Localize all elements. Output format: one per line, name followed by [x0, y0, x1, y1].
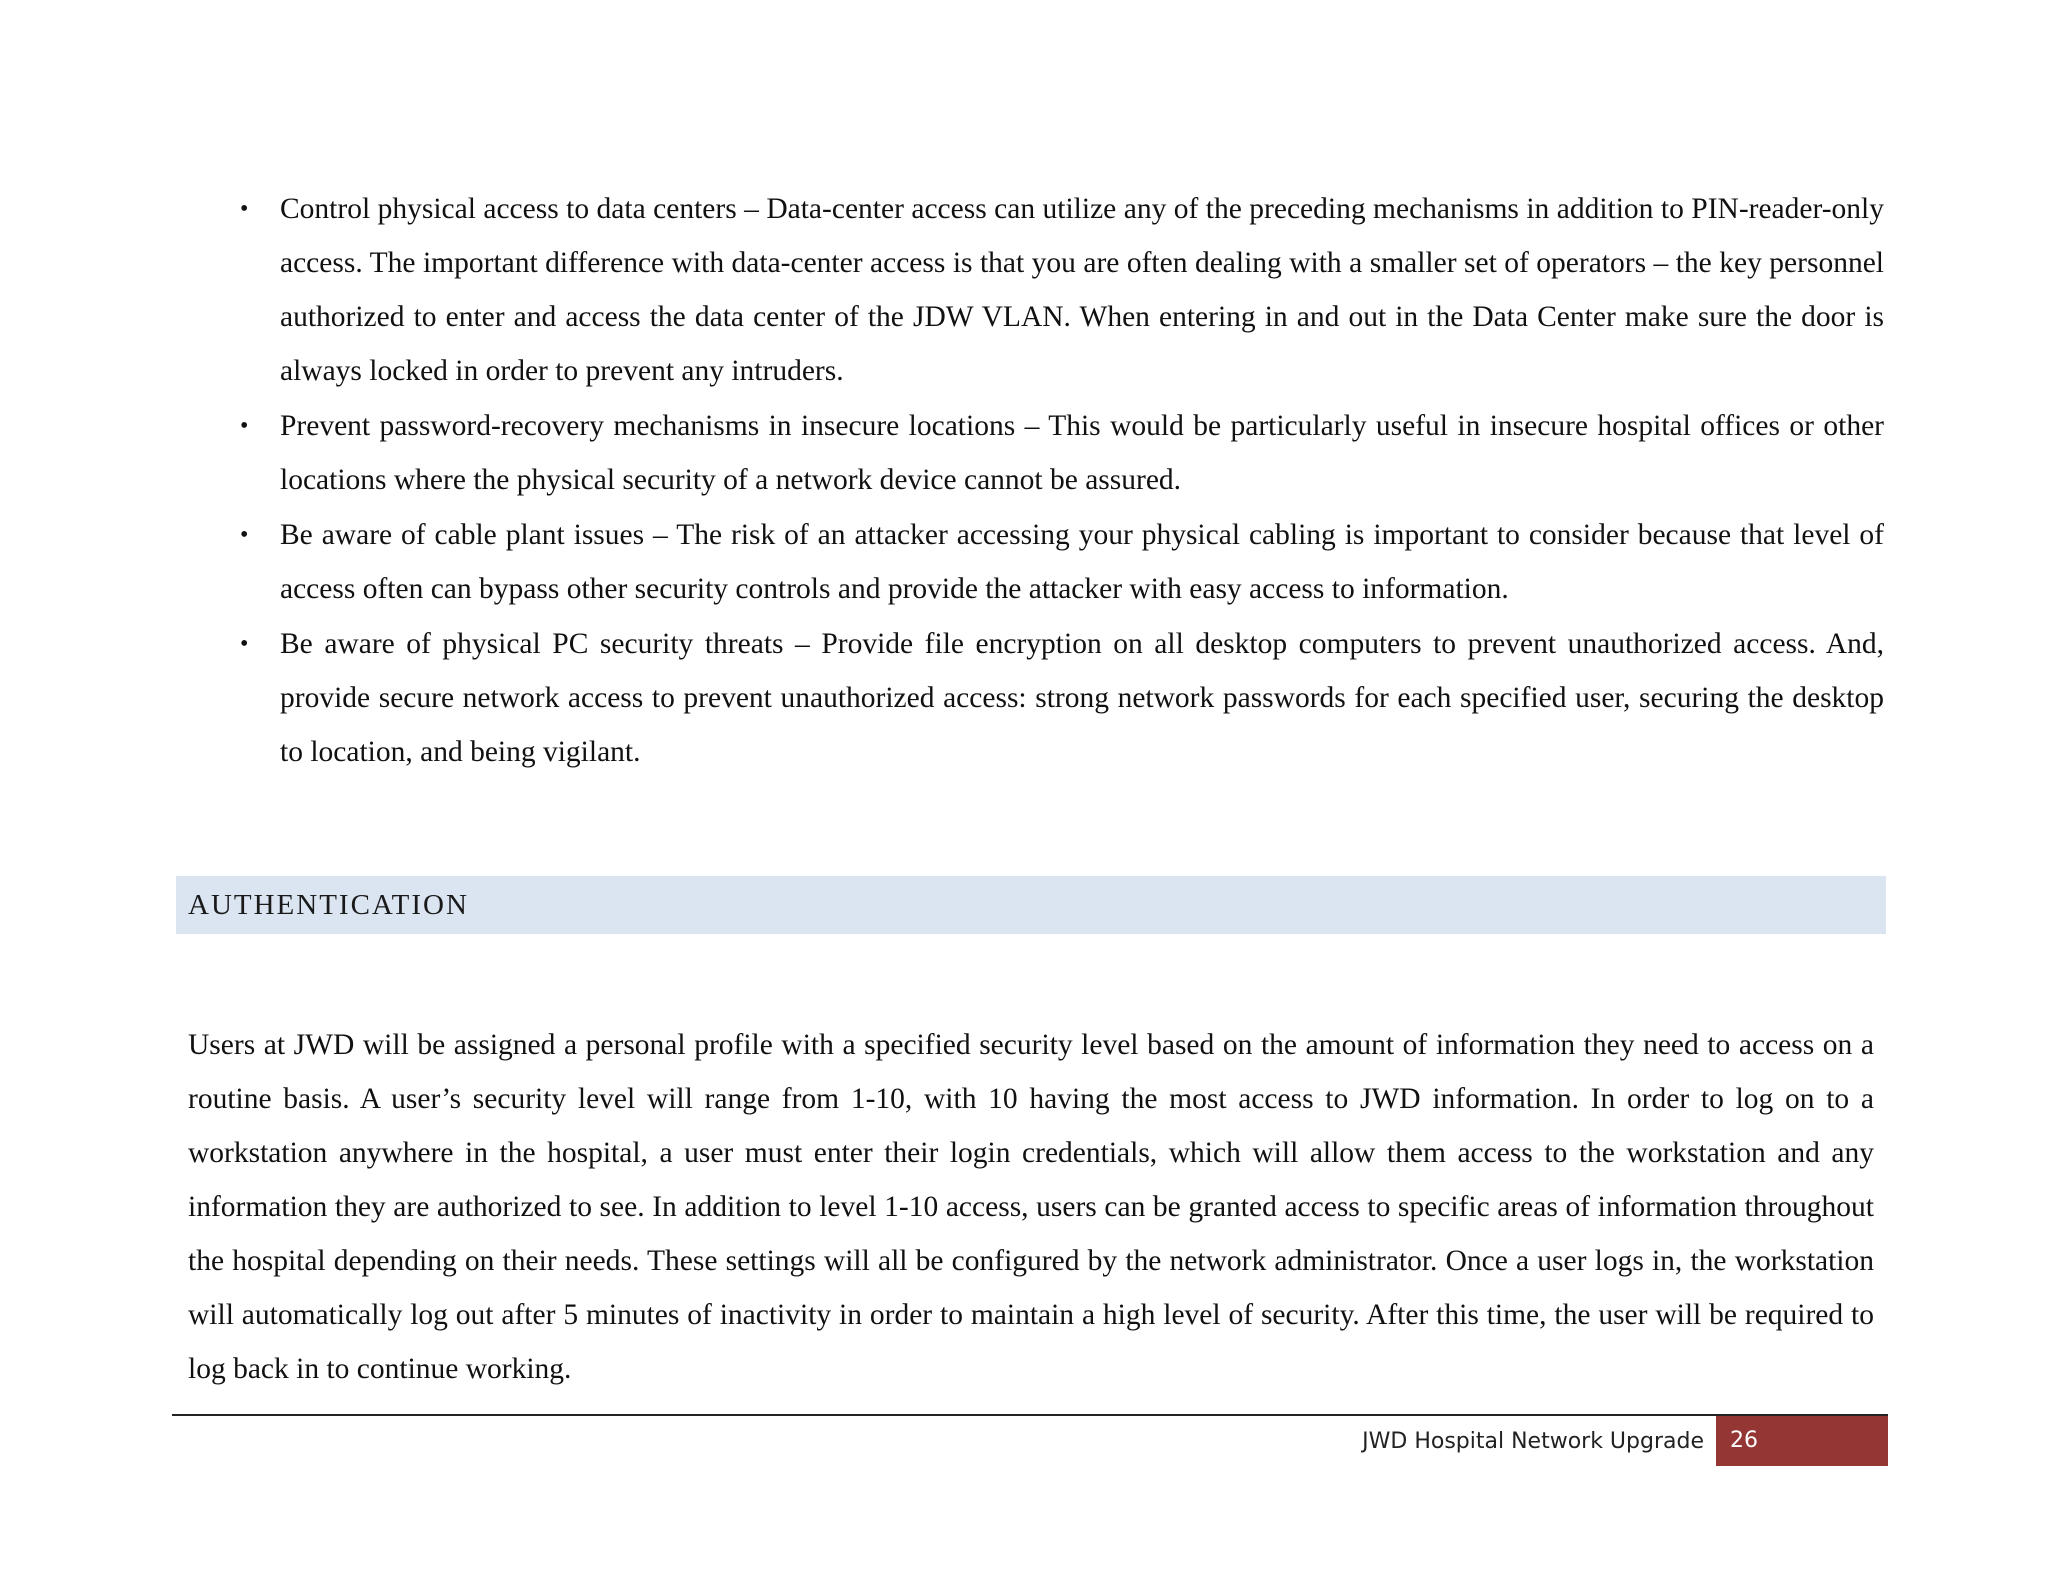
bullet-text: Be aware of cable plant issues – The risk of an attacker accessing your physical cabling is important to consider because that level of access often can bypass other security controls and provide the attacker with easy access to information.	[280, 519, 1884, 605]
bullet-icon: •	[240, 413, 249, 439]
bullet-icon: •	[240, 631, 249, 657]
bullet-item-data-center-access	[232, 182, 1884, 398]
bullet-icon: •	[240, 196, 249, 222]
bullet-text: Be aware of physical PC security threats – Provide file encryption on all desktop computers to prevent unauthorized access. And, provide secure network access to prevent unauthorized access: strong network passwords for each specified user, securing the desktop to location, and being vigilant.	[280, 628, 1884, 768]
physical-security-bullet-list	[232, 182, 1884, 780]
footer-divider	[172, 1414, 1888, 1416]
bullet-icon: •	[240, 522, 249, 548]
bullet-item-pc-security	[232, 617, 1884, 779]
page-number: 26	[1730, 1428, 1758, 1453]
bullet-text: Control physical access to data centers – Data-center access can utilize any of the preceding mechanisms in addition to PIN-reader-only access. The important difference with data-center access is that you are often dealing with a smaller set of operators – the key personnel authorized to enter and access the data center of the JDW VLAN. When entering in and out in the Data Center make sure the door is always locked in order to prevent any intruders.	[280, 193, 1884, 387]
bullet-item-password-recovery	[232, 399, 1884, 507]
section-header-authentication	[176, 876, 1886, 934]
authentication-paragraph: Users at JWD will be assigned a personal profile with a specified security level based on the amount of information they need to access on a routine basis. A user’s security level will range from 1-10, with 10 having the most access to JWD information. In order to log on to a workstation anywhere in the hospital, a user must enter their login credentials, which will allow them access to the workstation and any information they are authorized to see. In addition to level 1-10 access, users can be granted access to specific areas of information throughout the hospital depending on their needs. These settings will all be configured by the network administrator. Once a user logs in, the workstation will automatically log out after 5 minutes of inactivity in order to maintain a high level of security. After this time, the user will be required to log back in to continue working.	[188, 1029, 1874, 1385]
footer-document-title: JWD Hospital Network Upgrade	[1362, 1429, 1704, 1454]
bullet-item-cable-plant	[232, 508, 1884, 616]
footer-page-number-box	[1716, 1416, 1888, 1466]
section-title: AUTHENTICATION	[188, 889, 469, 921]
bullet-text: Prevent password-recovery mechanisms in insecure locations – This would be particularly useful in insecure hospital offices or other locations where the physical security of a network device cannot be assured.	[280, 410, 1884, 496]
